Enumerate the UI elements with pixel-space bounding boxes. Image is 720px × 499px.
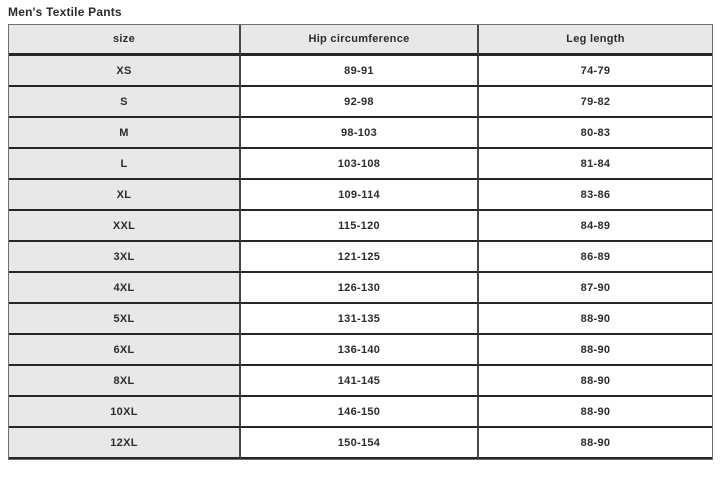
size-cell: 10XL	[9, 397, 241, 428]
hip-circumference-cell: 98-103	[241, 118, 479, 149]
size-cell: 8XL	[9, 366, 241, 397]
size-cell: M	[9, 118, 241, 149]
table-row	[9, 87, 712, 118]
table-row	[9, 397, 712, 428]
leg-length-cell: 80-83	[479, 118, 712, 149]
size-chart-table	[8, 24, 713, 460]
leg-length-cell: 84-89	[479, 211, 712, 242]
leg-length-cell: 88-90	[479, 304, 712, 335]
hip-circumference-cell: 141-145	[241, 366, 479, 397]
leg-length-cell: 74-79	[479, 56, 712, 87]
leg-length-cell: 81-84	[479, 149, 712, 180]
table-row	[9, 56, 712, 87]
leg-length-cell: 88-90	[479, 397, 712, 428]
table-row	[9, 118, 712, 149]
table-header	[9, 25, 712, 56]
hip-circumference-cell: 103-108	[241, 149, 479, 180]
header-size: size	[9, 25, 241, 56]
hip-circumference-cell: 131-135	[241, 304, 479, 335]
size-cell: 5XL	[9, 304, 241, 335]
table-row	[9, 304, 712, 335]
table-body	[9, 56, 712, 459]
hip-circumference-cell: 115-120	[241, 211, 479, 242]
hip-circumference-cell: 126-130	[241, 273, 479, 304]
size-cell: XXL	[9, 211, 241, 242]
size-cell: 6XL	[9, 335, 241, 366]
table-row	[9, 366, 712, 397]
leg-length-cell: 86-89	[479, 242, 712, 273]
table-row	[9, 149, 712, 180]
size-cell: 3XL	[9, 242, 241, 273]
table-row	[9, 180, 712, 211]
leg-length-cell: 88-90	[479, 366, 712, 397]
leg-length-cell: 88-90	[479, 335, 712, 366]
page-title: Men's Textile Pants	[8, 5, 122, 19]
table-row	[9, 335, 712, 366]
table-row	[9, 211, 712, 242]
size-cell: XL	[9, 180, 241, 211]
header-leg-length: Leg length	[479, 25, 712, 56]
header-hip-circumference: Hip circumference	[241, 25, 479, 56]
leg-length-cell: 87-90	[479, 273, 712, 304]
size-cell: L	[9, 149, 241, 180]
leg-length-cell: 88-90	[479, 428, 712, 459]
hip-circumference-cell: 136-140	[241, 335, 479, 366]
hip-circumference-cell: 146-150	[241, 397, 479, 428]
hip-circumference-cell: 121-125	[241, 242, 479, 273]
hip-circumference-cell: 150-154	[241, 428, 479, 459]
size-cell: XS	[9, 56, 241, 87]
size-cell: S	[9, 87, 241, 118]
leg-length-cell: 83-86	[479, 180, 712, 211]
table-row	[9, 242, 712, 273]
table-row	[9, 273, 712, 304]
leg-length-cell: 79-82	[479, 87, 712, 118]
hip-circumference-cell: 89-91	[241, 56, 479, 87]
size-cell: 4XL	[9, 273, 241, 304]
size-cell: 12XL	[9, 428, 241, 459]
hip-circumference-cell: 92-98	[241, 87, 479, 118]
header-row	[9, 25, 712, 56]
table-row	[9, 428, 712, 459]
hip-circumference-cell: 109-114	[241, 180, 479, 211]
